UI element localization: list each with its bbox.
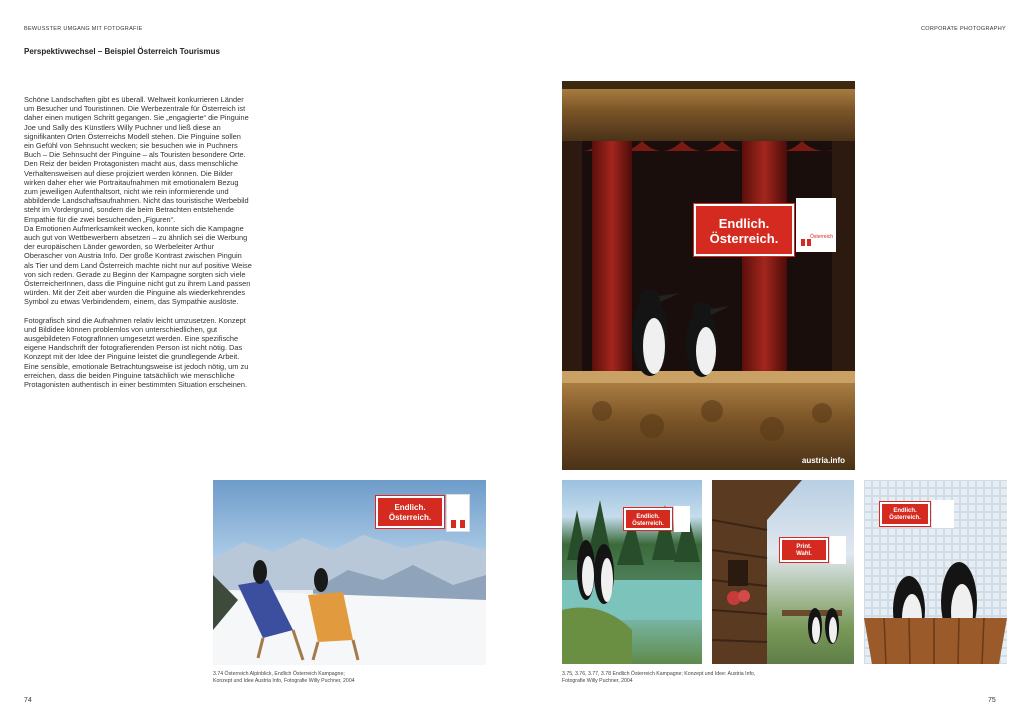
spa-ticket-stub — [932, 500, 954, 528]
caption-3-75-78 — [562, 671, 755, 685]
cabin-poster-image — [712, 480, 854, 664]
alpine-poster-image — [213, 480, 486, 665]
caption-3-74-line1: 3.74 Österreich Alpinblick, Endlich Österreich Kampagne; — [213, 671, 345, 677]
caption-3-75-78-line1: 3.75, 3.76, 3.77, 3.78 Endlich Österreich Kampagne; Konzept und Idee: Austria Info, — [562, 671, 756, 677]
caption-3-75-78-line2: Fotografie Willy Puchner, 2004 — [562, 678, 633, 684]
lake-ticket-line1: Endlich. — [636, 514, 660, 520]
page-number-left: 74 — [24, 697, 32, 704]
cabin-ticket-stub — [830, 536, 846, 564]
running-head-left: BEWUSSTER UMGANG MIT FOTOGRAFIE — [24, 26, 143, 32]
cabin-ticket — [780, 538, 828, 562]
lake-ticket — [624, 508, 672, 530]
cabin-ticket-line1: Print. — [796, 544, 812, 550]
lake-ticket-line2: Österreich. — [632, 521, 664, 527]
paragraph-2: Den Reiz der beiden Protagonisten macht aus, dass menschliche Verhaltensweisen auf diese projiziert werden können. Die Bilder wirken daher eher wie Portraitaufnahmen mit emotionalem Bezug zum jeweiligen Aufenthaltsort, nicht wie rein informierende und abbildende Landschaftsaufnahmen. Nicht das touristische Werbebild steht im Vordergrund, sondern die beim Betrachten entstehende Empathie für die zwei besuchenden „Figuren“. — [24, 159, 249, 224]
paragraph-3: Da Emotionen Aufmerksamkeit wecken, konnte sich die Kampagne auch gut von Wettbewerbern absetzen – zu ähnlich sei die Werbung der europäischen Länder geworden, so Werbeleiter Arthur Oberascher von Austria Info. Der große Kontrast zwischen Pinguin als Tier und dem Land Österreich machte nicht nur auf positive Weise von sich reden. Gerade zu Beginn der Kampagne sorgten sich viele ÖsterreicherInnen, dass die Pinguine nicht gut zu ihrem Land passen würden. Mit der Zeit aber wurden die Pinguine als wiederkehrendes Symbol zu etwas Verbindendem, einem, das Sympathie auslöste. — [24, 223, 252, 307]
lake-ticket-stub — [674, 506, 690, 532]
spa-ticket-line2: Österreich. — [889, 515, 921, 521]
lake-poster-image — [562, 480, 702, 664]
article-title: Perspektivwechsel – Beispiel Österreich Tourismus — [24, 47, 220, 56]
alpine-ticket — [376, 496, 444, 528]
paragraph-1: Schöne Landschaften gibt es überall. Weltweit konkurrieren Länder um Besucher und Touristinnen. Die Werbezentrale für Österreich ist daher einen mutigen Schritt gegangen. Sie „engagierte“ die Pinguine Joe und Sally des Künstlers Willy Puchner und ließ diese an signifikanten Orten Österreichs Modell stehen. Die Pinguine sollen ein Gefühl von Sehnsucht wecken; sie besuchen wie in Puchners Buch – Die Sehnsucht der Pinguine – als Touristen besondere Orte. — [24, 95, 249, 160]
main-ticket — [694, 204, 794, 256]
spa-poster-image — [864, 480, 1007, 664]
article-body — [24, 95, 252, 389]
theatre-poster-image — [562, 81, 855, 470]
page-number-right: 75 — [988, 697, 996, 704]
caption-3-74 — [213, 671, 355, 685]
alpine-ticket-line1: Endlich. — [394, 503, 426, 512]
main-ticket-line1: Endlich. — [718, 216, 770, 231]
spa-ticket-line1: Endlich. — [893, 508, 917, 514]
main-ticket-stub — [796, 198, 836, 252]
cabin-ticket-line2: Wahl. — [796, 551, 812, 557]
running-head-right: CORPORATE PHOTOGRAPHY — [921, 26, 1006, 32]
spa-ticket — [880, 502, 930, 526]
alpine-ticket-line2: Österreich. — [388, 513, 432, 522]
alpine-ticket-stub — [446, 494, 470, 532]
main-footer-url: austria.info — [801, 456, 845, 465]
theatre-scene — [562, 81, 855, 470]
caption-3-74-line2: Konzept und Idee Austria Info, Fotografie Willy Puchner, 2004 — [213, 678, 355, 684]
austria-flag-icon — [451, 515, 465, 533]
main-logo-text: Österreich — [810, 234, 834, 240]
paragraph-4: Fotografisch sind die Aufnahmen relativ leicht umzusetzen. Konzept und Bildidee können problemlos von unterschiedlichen, gut ausgebildeten FotografInnen umgesetzt werden. Eine spezifische eigene Handschrift der fotografierenden Person ist nicht nötig. Das Konzept mit der Idee der Pinguine leistet die grundlegende Arbeit. Eine sensible, emotionale Betrachtungsweise ist jedoch nötig, um zu erreichen, dass die beiden Pinguine tatsächlich wie menschliche Protagonisten authentisch in einer bestimmten Situation erscheinen. — [24, 315, 249, 390]
main-ticket-line2: Österreich. — [709, 231, 779, 246]
cabin-scene — [712, 480, 854, 664]
